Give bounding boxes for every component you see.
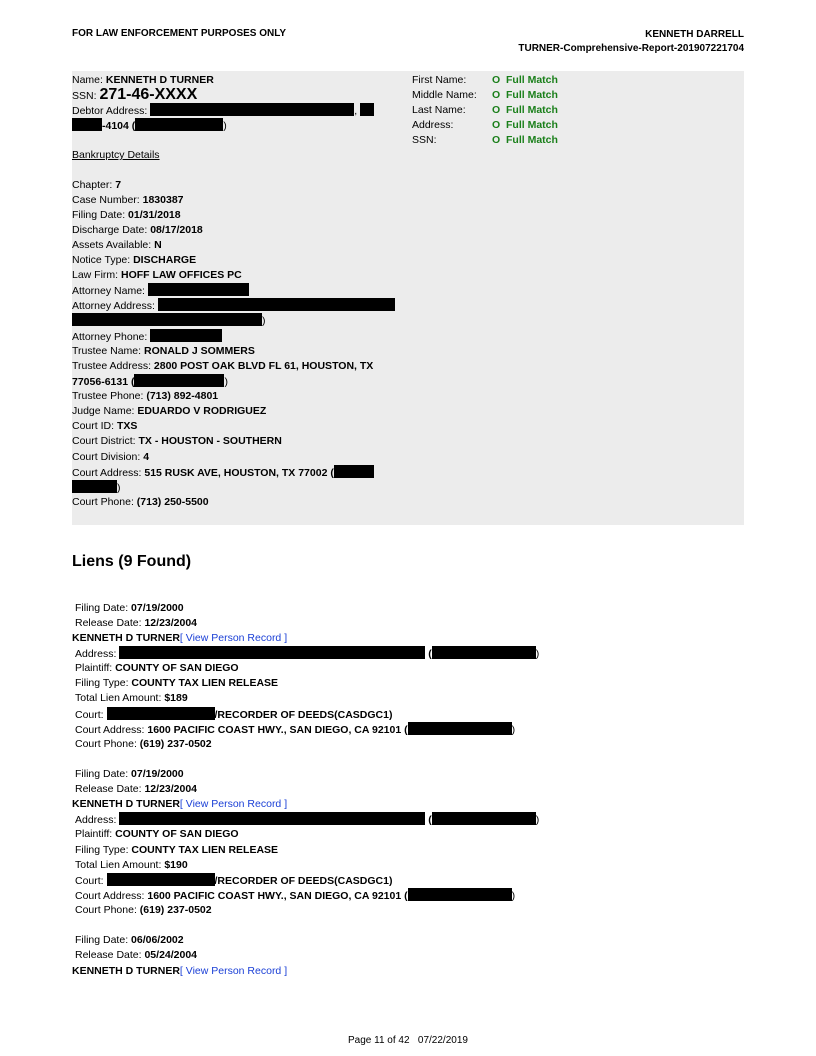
redaction-block: [72, 313, 262, 326]
lien-release-row: [75, 616, 197, 630]
court-id-row: [72, 419, 137, 433]
match-label: First Name:: [412, 74, 467, 86]
view-person-record-link[interactable]: [ View Person Record ]: [179, 632, 288, 644]
redaction-block: [135, 118, 223, 131]
field-value: N: [154, 239, 162, 251]
field-label: Court Phone:: [75, 738, 137, 750]
lien-address-row: Address: ( ): [75, 648, 540, 660]
field-label: Filing Date:: [75, 934, 129, 946]
field-value: 7: [115, 179, 122, 191]
redaction-block: [134, 374, 224, 387]
trustee-address-value: 2800 POST OAK BLVD FL 61, HOUSTON, TX: [153, 360, 374, 372]
redaction-block: [72, 480, 117, 493]
field-label: Notice Type:: [72, 254, 131, 266]
trustee-address-row: [72, 359, 373, 373]
redaction-block: [119, 812, 425, 825]
trustee-name-row: [72, 344, 255, 358]
field-value: 06/06/2002: [131, 934, 184, 946]
court-phone-row: [72, 495, 209, 509]
field-label: Chapter:: [72, 179, 113, 191]
match-marker: O: [492, 119, 501, 131]
paren: ): [224, 376, 228, 388]
view-person-record-link[interactable]: [ View Person Record ]: [179, 965, 288, 977]
lien-person-row: [72, 797, 287, 811]
field-label: Filing Type:: [75, 844, 129, 856]
field-value: /RECORDER OF DEEDS(CASDGC1): [214, 709, 393, 721]
match-value: Full Match: [506, 134, 558, 146]
court-division-label: Court Division:: [72, 451, 141, 463]
attorney-name-label: Attorney Name:: [72, 285, 145, 297]
redaction-block: [107, 873, 215, 886]
lien-court-row: [75, 707, 392, 722]
redaction-block: [408, 722, 512, 735]
field-value: COUNTY OF SAN DIEGO: [115, 828, 239, 840]
trustee-phone-label: Trustee Phone:: [72, 390, 144, 402]
trustee-zip: 77056-6131 (: [72, 376, 135, 388]
redaction-block: [72, 118, 102, 131]
field-value: COUNTY TAX LIEN RELEASE: [131, 677, 279, 689]
trustee-name-label: Trustee Name:: [72, 345, 142, 357]
debtor-address-label: Debtor Address:: [72, 105, 148, 117]
report-header-left: FOR LAW ENFORCEMENT PURPOSES ONLY: [72, 28, 287, 39]
redaction-block: [107, 707, 215, 720]
judge-value: EDUARDO V RODRIGUEZ: [137, 405, 267, 417]
field-label: Address:: [75, 648, 117, 660]
person-name: KENNETH D TURNER: [72, 965, 180, 977]
view-person-record-link[interactable]: [ View Person Record ]: [179, 798, 288, 810]
assets-row: [72, 238, 162, 252]
court-address-row: [72, 465, 374, 480]
court-address-value: 515 RUSK AVE, HOUSTON, TX 77002 (: [144, 467, 334, 479]
field-value: (619) 237-0502: [139, 738, 212, 750]
field-label: Plaintiff:: [75, 828, 113, 840]
field-value: /RECORDER OF DEEDS(CASDGC1): [214, 875, 393, 887]
trustee-address-row-2: [72, 374, 228, 389]
judge-row: [72, 404, 266, 418]
court-id-label: Court ID:: [72, 420, 115, 432]
match-marker: O: [492, 134, 501, 146]
field-value: 1600 PACIFIC COAST HWY., SAN DIEGO, CA 92101 (: [147, 890, 408, 902]
field-label: Filing Date:: [75, 768, 129, 780]
discharge-date-row: [72, 223, 203, 237]
field-label: Filing Date:: [72, 209, 126, 221]
match-label: Address:: [412, 119, 454, 131]
redaction-block: [432, 812, 536, 825]
ssn-value: 271-46-XXXX: [99, 86, 198, 103]
lien-filing-row: [75, 767, 184, 781]
field-label: Court Phone:: [75, 904, 137, 916]
field-label: Release Date:: [75, 949, 142, 961]
match-marker: O: [492, 104, 501, 116]
case-number-row: [72, 193, 184, 207]
lien-type-row: [75, 843, 278, 857]
field-value: 08/17/2018: [150, 224, 203, 236]
field-label: Court Address:: [75, 890, 145, 902]
field-value: COUNTY OF SAN DIEGO: [115, 662, 239, 674]
field-label: Address:: [75, 814, 117, 826]
match-value: Full Match: [506, 104, 558, 116]
lien-court-address-row: Court Address: 1600 PACIFIC COAST HWY., SAN DIEGO, CA 92101 ( ): [75, 890, 516, 902]
footer-date: 07/22/2019: [417, 1035, 468, 1046]
law-firm-row: [72, 268, 242, 282]
field-value: DISCHARGE: [133, 254, 197, 266]
lien-release-row: [75, 948, 197, 962]
filing-date-row: [72, 208, 181, 222]
trustee-phone-value: (713) 892-4801: [146, 390, 219, 402]
field-value: 01/31/2018: [128, 209, 181, 221]
field-label: Court:: [75, 875, 104, 887]
lien-filing-row: [75, 601, 184, 615]
field-label: Discharge Date:: [72, 224, 148, 236]
field-value: $189: [164, 692, 188, 704]
name-value: KENNETH D TURNER: [105, 74, 214, 86]
attorney-phone-row: [72, 329, 222, 344]
trustee-address-label: Trustee Address:: [72, 360, 151, 372]
person-name: KENNETH D TURNER: [72, 798, 180, 810]
trustee-name-value: RONALD J SOMMERS: [143, 345, 255, 357]
ssn-row: [72, 87, 197, 104]
field-value: 07/19/2000: [131, 602, 184, 614]
debtor-address-row-2: [72, 118, 227, 133]
report-subject-name: KENNETH DARRELL: [645, 29, 744, 40]
field-label: Release Date:: [75, 783, 142, 795]
field-label: Release Date:: [75, 617, 142, 629]
debtor-zip: -4104 (: [102, 120, 136, 132]
court-district-row: [72, 434, 282, 448]
lien-court-phone-row: [75, 737, 212, 751]
field-value: $190: [164, 859, 188, 871]
court-district-value: TX - HOUSTON - SOUTHERN: [138, 435, 282, 447]
ssn-label: SSN:: [72, 90, 97, 102]
field-value: (619) 237-0502: [139, 904, 212, 916]
paren: ): [117, 482, 121, 494]
field-label: Court Address:: [75, 724, 145, 736]
lien-court-row: [75, 873, 392, 888]
field-label: Filing Date:: [75, 602, 129, 614]
match-value: Full Match: [506, 74, 558, 86]
lien-court-phone-row: [75, 903, 212, 917]
lien-plaintiff-row: [75, 661, 239, 675]
attorney-name-row: [72, 283, 249, 298]
field-label: Total Lien Amount:: [75, 692, 162, 704]
page-number: Page 11 of 42: [348, 1035, 410, 1046]
court-address-label: Court Address:: [72, 467, 142, 479]
comma: ,: [354, 105, 358, 117]
debtor-address-row: [72, 103, 374, 118]
lien-filing-row: [75, 933, 184, 947]
lien-person-row: [72, 964, 287, 978]
match-label: Middle Name:: [412, 89, 477, 101]
court-phone-value: (713) 250-5500: [136, 496, 209, 508]
redaction-block: [408, 888, 512, 901]
field-label: Court:: [75, 709, 104, 721]
attorney-address-row: [72, 298, 395, 313]
field-value: COUNTY TAX LIEN RELEASE: [131, 844, 279, 856]
page-footer: [0, 1035, 816, 1046]
redaction-block: [150, 103, 354, 116]
lien-amount-row: [75, 858, 188, 872]
lien-type-row: [75, 676, 278, 690]
court-district-label: Court District:: [72, 435, 136, 447]
judge-label: Judge Name:: [72, 405, 135, 417]
attorney-address-label: Attorney Address:: [72, 300, 155, 312]
field-label: Case Number:: [72, 194, 140, 206]
paren: ): [262, 315, 266, 327]
field-value: 1830387: [142, 194, 184, 206]
lien-person-row: [72, 631, 287, 645]
redaction-block: [432, 646, 536, 659]
lien-court-address-row: Court Address: 1600 PACIFIC COAST HWY., SAN DIEGO, CA 92101 ( ): [75, 724, 516, 736]
chapter-row: [72, 178, 121, 192]
field-label: Total Lien Amount:: [75, 859, 162, 871]
notice-type-row: [72, 253, 196, 267]
field-value: HOFF LAW OFFICES PC: [121, 269, 242, 281]
field-value: 07/19/2000: [131, 768, 184, 780]
match-label: Last Name:: [412, 104, 466, 116]
lien-address-row: Address: ( ): [75, 814, 540, 826]
match-label: SSN:: [412, 134, 437, 146]
attorney-phone-label: Attorney Phone:: [72, 331, 148, 343]
match-value: Full Match: [506, 89, 558, 101]
lien-amount-row: [75, 691, 188, 705]
redaction-block: [360, 103, 374, 116]
bankruptcy-details-heading: Bankruptcy Details: [72, 149, 160, 161]
name-label: Name:: [72, 74, 103, 86]
redaction-block: [150, 329, 222, 342]
field-value: 05/24/2004: [144, 949, 198, 961]
lien-plaintiff-row: [75, 827, 239, 841]
lien-release-row: [75, 782, 197, 796]
liens-heading: Liens (9 Found): [72, 553, 192, 570]
redaction-block: [158, 298, 395, 311]
attorney-address-row-2: [72, 313, 266, 328]
name-row: [72, 73, 214, 87]
match-value: Full Match: [506, 119, 558, 131]
person-name: KENNETH D TURNER: [72, 632, 180, 644]
court-id-value: TXS: [116, 420, 138, 432]
field-value: 1600 PACIFIC COAST HWY., SAN DIEGO, CA 92101 (: [147, 724, 408, 736]
redaction-block: [119, 646, 425, 659]
match-marker: O: [492, 74, 501, 86]
report-header-right: [518, 28, 744, 56]
field-value: 12/23/2004: [144, 617, 198, 629]
court-division-row: [72, 450, 149, 464]
field-label: Filing Type:: [75, 677, 129, 689]
redaction-block: [334, 465, 374, 478]
field-value: 12/23/2004: [144, 783, 198, 795]
field-label: Assets Available:: [72, 239, 152, 251]
trustee-phone-row: [72, 389, 218, 403]
field-label: Plaintiff:: [75, 662, 113, 674]
redaction-block: [148, 283, 249, 296]
court-address-row-2: [72, 480, 121, 495]
match-marker: O: [492, 89, 501, 101]
paren: ): [223, 120, 227, 132]
court-phone-label: Court Phone:: [72, 496, 134, 508]
field-label: Law Firm:: [72, 269, 119, 281]
report-id: TURNER-Comprehensive-Report-201907221704: [518, 43, 744, 54]
court-division-value: 4: [143, 451, 150, 463]
